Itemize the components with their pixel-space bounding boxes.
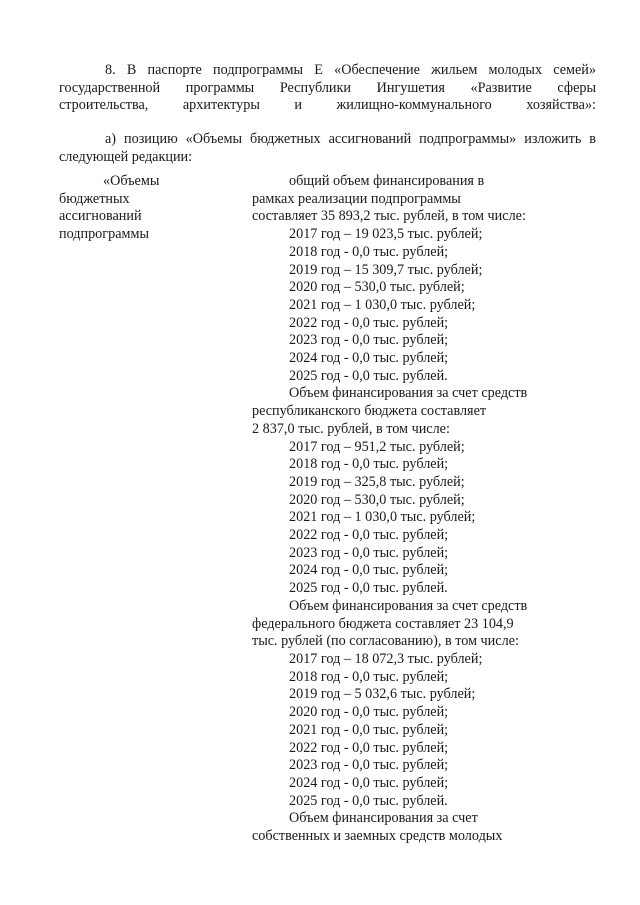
content-line: Объем финансирования за счет средств [289, 597, 528, 614]
paragraph-8-line: государственной программы Республики Ингушетия «Развитие сферы [59, 79, 596, 96]
content-line: федерального бюджета составляет 23 104,9 [252, 615, 514, 632]
content-line: Объем финансирования за счет [289, 810, 478, 827]
paragraph-8-line: строительства, архитектуры и жилищно-коммунального хозяйства»: [59, 97, 596, 113]
content-line: рамках реализации подпрограммы [252, 190, 461, 207]
content-line: 2023 год - 0,0 тыс. рублей; [289, 544, 449, 561]
table-content-cell [252, 173, 602, 846]
label-line: «Объемы [103, 173, 160, 189]
content-line: 2021 год – 1 030,0 тыс. рублей; [289, 509, 476, 526]
content-line: 2023 год - 0,0 тыс. рублей; [289, 757, 449, 774]
table-label-cell [59, 173, 239, 243]
paragraph-8 [59, 62, 596, 115]
content-line: 2022 год - 0,0 тыс. рублей; [289, 314, 449, 331]
content-line: 2017 год – 19 023,5 тыс. рублей; [289, 226, 483, 243]
paragraph-a [59, 131, 596, 166]
label-line: бюджетных [59, 190, 130, 207]
content-line: 2019 год – 15 309,7 тыс. рублей; [289, 261, 483, 278]
content-line: 2024 год - 0,0 тыс. рублей; [289, 562, 449, 579]
paragraph-a-line: следующей редакции: [59, 148, 193, 165]
content-line: 2019 год – 5 032,6 тыс. рублей; [289, 686, 476, 703]
content-line: 2018 год - 0,0 тыс. рублей; [289, 668, 449, 685]
content-line: 2017 год – 951,2 тыс. рублей; [289, 438, 465, 455]
content-line: 2024 год - 0,0 тыс. рублей; [289, 350, 449, 367]
content-line: 2023 год - 0,0 тыс. рублей; [289, 332, 449, 349]
content-line: составляет 35 893,2 тыс. рублей, в том числе: [252, 208, 526, 225]
content-line: 2022 год - 0,0 тыс. рублей; [289, 527, 449, 544]
content-line: 2021 год – 1 030,0 тыс. рублей; [289, 296, 476, 313]
content-line: собственных и заемных средств молодых [252, 828, 503, 845]
label-line: ассигнований [59, 208, 142, 225]
content-line: республиканского бюджета составляет [252, 403, 487, 420]
content-line: 2020 год - 0,0 тыс. рублей; [289, 704, 449, 721]
content-line: тыс. рублей (по согласованию), в том числе: [252, 633, 519, 650]
content-line: Объем финансирования за счет средств [289, 385, 528, 402]
content-line: 2020 год – 530,0 тыс. рублей; [289, 279, 465, 296]
content-line: 2024 год - 0,0 тыс. рублей; [289, 774, 449, 791]
content-line: 2020 год – 530,0 тыс. рублей; [289, 491, 465, 508]
content-line: 2 837,0 тыс. рублей, в том числе: [252, 420, 450, 437]
label-line: подпрограммы [59, 225, 149, 242]
content-line: 2022 год - 0,0 тыс. рублей; [289, 739, 449, 756]
content-line: 2025 год - 0,0 тыс. рублей. [289, 580, 448, 597]
content-line: 2025 год - 0,0 тыс. рублей. [289, 367, 448, 384]
content-line: 2018 год - 0,0 тыс. рублей; [289, 243, 449, 260]
content-line: 2017 год – 18 072,3 тыс. рублей; [289, 650, 483, 667]
content-line: 2019 год – 325,8 тыс. рублей; [289, 473, 465, 490]
content-line: 2021 год - 0,0 тыс. рублей; [289, 721, 449, 738]
content-line: 2018 год - 0,0 тыс. рублей; [289, 456, 449, 473]
paragraph-8-line: 8. В паспорте подпрограммы Е «Обеспечение жильем молодых семей» [105, 62, 596, 78]
paragraph-a-line: а) позицию «Объемы бюджетных ассигнований подпрограммы» изложить в [105, 131, 596, 147]
content-line: 2025 год - 0,0 тыс. рублей. [289, 792, 448, 809]
content-line: общий объем финансирования в [289, 173, 485, 189]
